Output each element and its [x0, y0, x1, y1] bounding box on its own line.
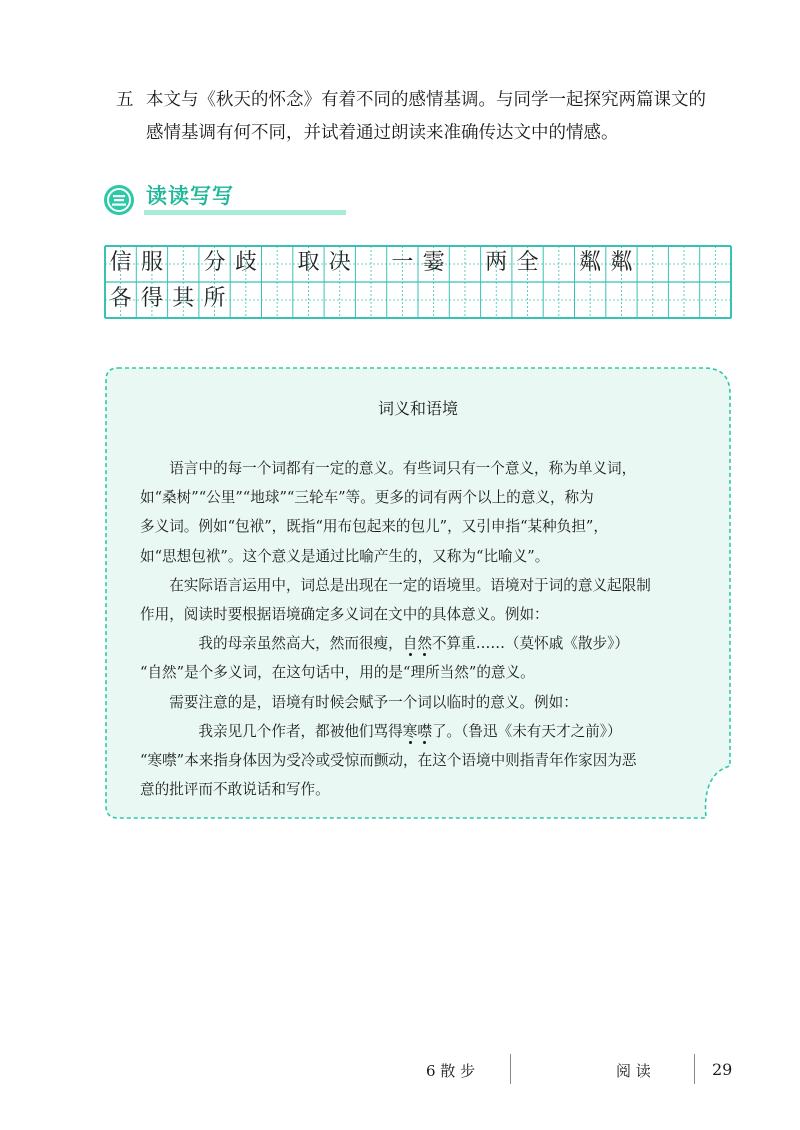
knowledge-body	[140, 454, 700, 804]
emphasis-char: 然	[417, 635, 432, 653]
paragraph-line: 需要注意的是，语境有时候会赋予一个词以临时的意义。例如：	[169, 693, 578, 711]
grid-char: 所	[203, 286, 226, 311]
emphasis-char: 寒	[402, 722, 418, 740]
grid-char: 信	[109, 250, 132, 275]
paragraph-line: 意的批评而不敢说话和写作。	[140, 781, 330, 799]
grid-char: 得	[140, 286, 163, 311]
footer-lesson: 6 散 步	[426, 1062, 476, 1080]
paragraph-line: 多义词。例如“包袱”，既指“用布包起来的包儿”，又引申指“某种负担”，	[140, 518, 608, 536]
emphasis-char: 自	[402, 635, 418, 653]
example-quote-2: 我亲见几个作者，都被他们骂得寒噤了。（鲁迅《未有天才之前》）	[198, 722, 622, 740]
exercise-text-line-1: 本文与《秋天的怀念》有着不同的感情基调。与同学一起探究两篇课文的	[146, 90, 706, 110]
paragraph-line: 作用，阅读时要根据语境确定多义词在文中的具体意义。例如：	[140, 606, 549, 624]
paragraph-line: “寒噤”本来指身体因为受冷或受惊而颤动，在这个语境中则指青年作家因为恶	[140, 752, 637, 770]
example-quote-1: 我的母亲虽然高大，然而很瘦，自然不算重……（莫怀戚《散步》）	[198, 635, 629, 653]
grid-char: 决	[328, 250, 351, 275]
section-title: 读读写写	[146, 184, 234, 208]
vocabulary-grid	[104, 245, 732, 319]
grid-char: 全	[516, 250, 539, 275]
grid-char: 一	[391, 250, 414, 275]
paragraph-line: 如“思想包袱”。这个意义是通过比喻产生的，又称为“比喻义”。	[140, 547, 550, 565]
footer-divider	[694, 1054, 695, 1084]
knowledge-box	[104, 366, 732, 820]
knowledge-title: 词义和语境	[377, 399, 458, 418]
page-number: 29	[712, 1060, 733, 1079]
emphasis-char: 噤	[417, 722, 432, 740]
grid-char: 服	[140, 250, 163, 275]
grid-char: 其	[172, 286, 195, 311]
grid-char: 霎	[422, 250, 445, 275]
footer-divider	[510, 1054, 511, 1084]
footer-category: 阅 读	[616, 1062, 651, 1080]
grid-char: 粼	[610, 250, 633, 275]
grid-char: 各	[109, 286, 132, 311]
grid-char: 歧	[234, 250, 257, 275]
grid-char: 取	[297, 250, 320, 275]
grid-char: 分	[203, 250, 226, 275]
paragraph-line: 在实际语言运用中，词总是出现在一定的语境里。语境对于词的意义起限制	[169, 576, 651, 594]
paragraph-line: 如“桑树”“公里”“地球”“三轮车”等。更多的词有两个以上的意义，称为	[140, 489, 594, 507]
paragraph-line: “自然”是个多义词，在这句话中，用的是“理所当然”的意义。	[140, 664, 535, 682]
section-title-underline	[144, 210, 346, 215]
exercise-five	[116, 84, 736, 150]
exercise-text-line-2: 感情基调有何不同，并试着通过朗读来准确传达文中的情感。	[146, 123, 619, 143]
three-icon	[104, 185, 134, 215]
grid-char: 两	[485, 250, 508, 275]
exercise-number: 五	[116, 90, 134, 110]
grid-char: 粼	[579, 250, 602, 275]
paragraph-line: 语言中的每一个词都有一定的意义。有些词只有一个意义，称为单义词，	[169, 460, 637, 477]
